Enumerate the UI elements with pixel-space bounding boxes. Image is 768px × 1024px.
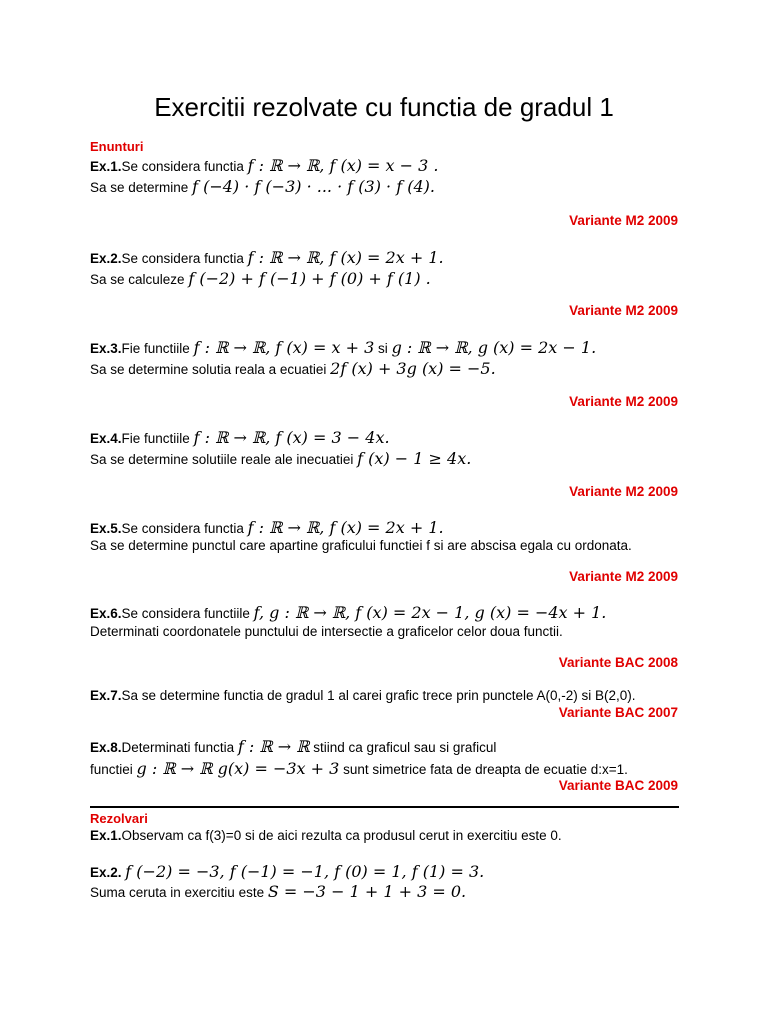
exercise-8-line-1 [90, 737, 496, 756]
exercise-math: g : ℝ → ℝ, g (x) = 2x − 1. [391, 338, 597, 357]
exercise-text: Se considera functia [121, 159, 244, 174]
exercise-5-line-1 [90, 518, 444, 537]
exercise-label: Ex.4. [90, 431, 122, 446]
exercise-2-line-1 [90, 248, 444, 267]
exercise-label: Ex.1. [90, 159, 122, 174]
variant-label: Variante M2 2009 [569, 484, 678, 499]
exercise-4-line-1 [90, 428, 390, 447]
exercise-label: Ex.7. [90, 688, 122, 703]
exercise-math: f (x) − 1 ≥ 4x. [357, 449, 472, 468]
exercise-3-line-2 [90, 359, 496, 378]
exercise-text: Sa se determine solutiile reale ale inecuatiei [90, 452, 354, 467]
variant-label: Variante BAC 2009 [558, 778, 678, 793]
exercise-text: Determinati functia [121, 740, 235, 755]
variant-label: Variante M2 2009 [569, 213, 678, 228]
exercise-math: f (−4) · f (−3) · ... · f (3) · f (4). [192, 177, 435, 196]
exercise-text: Se considera functia [121, 521, 244, 536]
variant-label: Variante M2 2009 [569, 394, 678, 409]
exercise-label: Ex.6. [90, 606, 122, 621]
exercise-label: Ex.2. [90, 251, 122, 266]
exercise-math: f : ℝ → ℝ, f (x) = 3 − 4x. [193, 428, 390, 447]
exercise-text: Determinati coordonatele punctului de intersectie a graficelor celor doua functii. [90, 624, 563, 639]
exercise-math: f : ℝ → ℝ [237, 737, 310, 756]
exercise-math: f : ℝ → ℝ, f (x) = x + 3 [193, 338, 375, 357]
solution-math: S = −3 − 1 + 1 + 3 = 0. [267, 882, 467, 901]
exercise-6-line-1 [90, 603, 606, 622]
exercise-text: Sa se determine functia de gradul 1 al carei grafic trece prin punctele A(0,-2) si B(2,0). [121, 688, 636, 703]
exercise-text: si [378, 341, 388, 356]
solution-text: Suma ceruta in exercitiu este [90, 885, 265, 900]
variant-label: Variante BAC 2007 [558, 705, 678, 720]
exercise-math: f, g : ℝ → ℝ, f (x) = 2x − 1, g (x) = −4x + 1. [253, 603, 607, 622]
exercise-text: stiind ca graficul sau si graficul [313, 740, 497, 755]
exercise-label: Ex.3. [90, 341, 122, 356]
solution-2-line-2 [90, 882, 466, 901]
exercise-1-line-1 [90, 156, 439, 175]
exercise-8-line-2 [90, 759, 628, 778]
exercise-6-line-2 [90, 624, 563, 639]
solution-label: Ex.1. [90, 828, 122, 843]
exercise-math: f : ℝ → ℝ, f (x) = 2x + 1. [247, 518, 444, 537]
exercise-math: f (−2) + f (−1) + f (0) + f (1) . [188, 269, 431, 288]
enunturi-heading: Enunturi [90, 139, 144, 154]
section-divider [90, 806, 679, 808]
exercise-text: Sa se determine punctul care apartine graficului functiei f si are abscisa egala cu ordonata. [90, 538, 632, 553]
variant-label: Variante M2 2009 [569, 569, 678, 584]
exercise-5-line-2 [90, 538, 632, 553]
exercise-text: sunt simetrice fata de dreapta de ecuatie d:x=1. [343, 762, 628, 777]
exercise-label: Ex.8. [90, 740, 122, 755]
exercise-text: Sa se determine solutia reala a ecuatiei [90, 362, 327, 377]
solution-text: Observam ca f(3)=0 si de aici rezulta ca produsul cerut in exercitiu este 0. [121, 828, 562, 843]
exercise-text: Sa se calculeze [90, 272, 185, 287]
page-title: Exercitii rezolvate cu functia de gradul 1 [154, 92, 614, 122]
exercise-math: 2f (x) + 3g (x) = −5. [330, 359, 496, 378]
rezolvari-heading: Rezolvari [90, 811, 148, 826]
solution-math: f (−2) = −3, f (−1) = −1, f (0) = 1, f (1) = 3. [125, 862, 485, 881]
exercise-text: Se considera functiile [121, 606, 250, 621]
solution-1-line-1 [90, 828, 562, 843]
exercise-text: Sa se determine [90, 180, 189, 195]
exercise-math: f : ℝ → ℝ, f (x) = x − 3 . [247, 156, 439, 175]
exercise-text: functiei [90, 762, 133, 777]
variant-label: Variante M2 2009 [569, 303, 678, 318]
variant-label: Variante BAC 2008 [558, 655, 678, 670]
exercise-3-line-1 [90, 338, 596, 357]
exercise-math: f : ℝ → ℝ, f (x) = 2x + 1. [247, 248, 444, 267]
solution-label: Ex.2. [90, 865, 122, 880]
exercise-7-line-1 [90, 688, 636, 703]
exercise-text: Fie functiile [121, 431, 190, 446]
exercise-math: g : ℝ → ℝ g(x) = −3x + 3 [136, 759, 340, 778]
solution-2-line-1 [90, 862, 484, 881]
exercise-text: Se considera functia [121, 251, 244, 266]
exercise-label: Ex.5. [90, 521, 122, 536]
exercise-4-line-2 [90, 449, 471, 468]
exercise-2-line-2 [90, 269, 431, 288]
exercise-1-line-2 [90, 177, 435, 196]
exercise-text: Fie functiile [121, 341, 190, 356]
